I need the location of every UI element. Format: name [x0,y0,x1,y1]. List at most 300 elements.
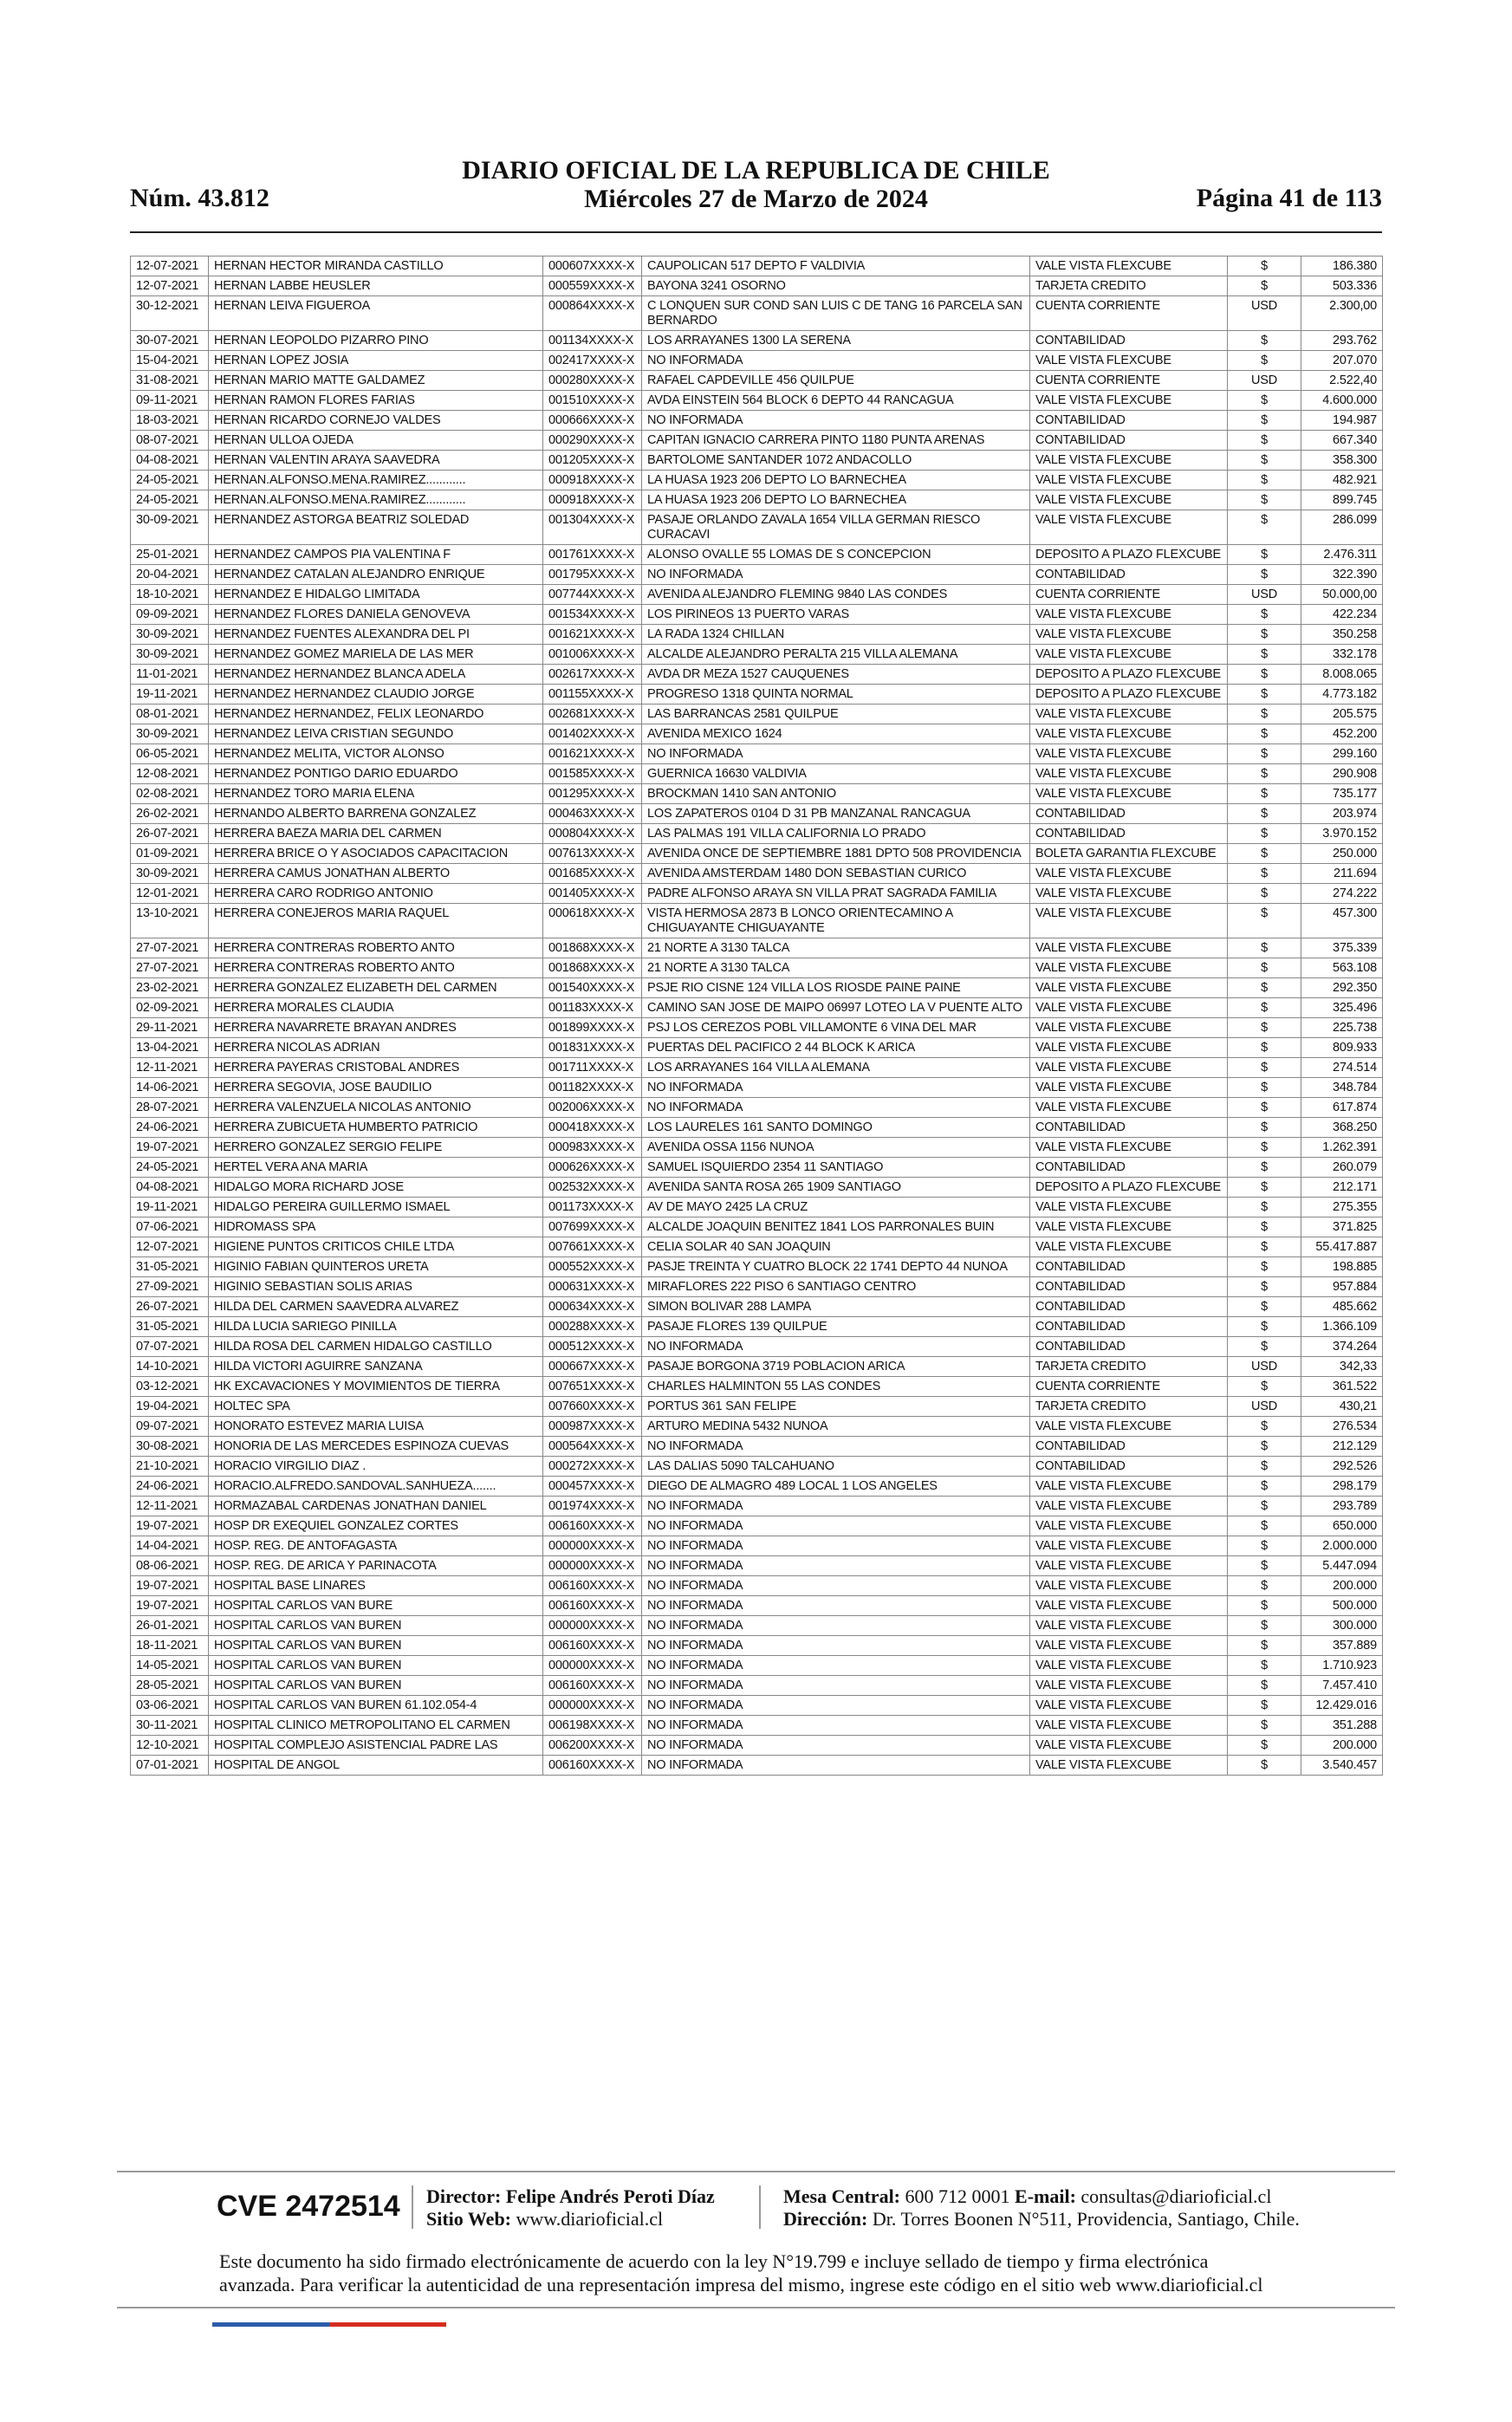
table-row [131,978,1383,998]
id-cell: 000607XXXX-X [543,256,642,276]
name-cell: HERRERA CONEJEROS MARIA RAQUEL [209,904,543,938]
id-cell: 002617XXXX-X [543,665,642,685]
address-cell: RAFAEL CAPDEVILLE 456 QUILPUE [642,371,1030,391]
name-cell: HERRERA CAMUS JONATHAN ALBERTO [209,864,543,884]
currency-cell: $ [1228,1098,1301,1118]
product-cell: VALE VISTA FLEXCUBE [1030,864,1228,884]
product-cell: DEPOSITO A PLAZO FLEXCUBE [1030,545,1228,565]
id-cell: 006160XXXX-X [543,1636,642,1656]
date-cell: 07-06-2021 [131,1217,209,1237]
table-row [131,724,1383,744]
date-cell: 04-08-2021 [131,451,209,471]
table-row [131,904,1383,938]
amount-cell: 375.339 [1301,938,1383,958]
product-cell: VALE VISTA FLEXCUBE [1030,1078,1228,1098]
date-cell: 24-06-2021 [131,1477,209,1497]
currency-cell: $ [1228,1736,1301,1756]
amount-cell: 485.662 [1301,1297,1383,1317]
amount-cell: 12.429.016 [1301,1696,1383,1716]
date-cell: 13-10-2021 [131,904,209,938]
address-cell: AVDA EINSTEIN 564 BLOCK 6 DEPTO 44 RANCAGUA [642,391,1030,411]
address-cell: ALONSO OVALLE 55 LOMAS DE S CONCEPCION [642,545,1030,565]
currency-cell: $ [1228,705,1301,724]
address-cell: NO INFORMADA [642,1636,1030,1656]
product-cell: BOLETA GARANTIA FLEXCUBE [1030,844,1228,864]
product-cell: VALE VISTA FLEXCUBE [1030,1636,1228,1656]
address-cell: LAS PALMAS 191 VILLA CALIFORNIA LO PRADO [642,824,1030,844]
email-label: E-mail: [1015,2185,1076,2207]
currency-cell: $ [1228,824,1301,844]
amount-cell: 2.476.311 [1301,545,1383,565]
product-cell: VALE VISTA FLEXCUBE [1030,978,1228,998]
address-cell: NO INFORMADA [642,744,1030,764]
date-cell: 12-07-2021 [131,1237,209,1257]
address-cell: PSJE RIO CISNE 124 VILLA LOS RIOSDE PAINE PAINE [642,978,1030,998]
address-cell: NO INFORMADA [642,1098,1030,1118]
name-cell: HORACIO VIRGILIO DIAZ . [209,1457,543,1477]
records-table [130,256,1383,1776]
address-cell: PASAJE BORGONA 3719 POBLACION ARICA [642,1357,1030,1377]
currency-cell: $ [1228,978,1301,998]
name-cell: HERNANDEZ GOMEZ MARIELA DE LAS MER [209,645,543,665]
product-cell: CONTABILIDAD [1030,431,1228,451]
amount-cell: 503.336 [1301,276,1383,296]
product-cell: VALE VISTA FLEXCUBE [1030,784,1228,804]
address-cell: AVENIDA ALEJANDRO FLEMING 9840 LAS CONDES [642,585,1030,605]
amount-cell: 299.160 [1301,744,1383,764]
date-cell: 26-01-2021 [131,1616,209,1636]
date-cell: 20-04-2021 [131,565,209,585]
product-cell: VALE VISTA FLEXCUBE [1030,625,1228,645]
id-cell: 006200XXXX-X [543,1736,642,1756]
table-row [131,1536,1383,1556]
table-row [131,1596,1383,1616]
address-cell: PADRE ALFONSO ARAYA SN VILLA PRAT SAGRADA FAMILIA [642,884,1030,904]
name-cell: HERNAN.ALFONSO.MENA.RAMIREZ............ [209,471,543,490]
product-cell: VALE VISTA FLEXCUBE [1030,1716,1228,1736]
amount-cell: 3.970.152 [1301,824,1383,844]
product-cell: VALE VISTA FLEXCUBE [1030,744,1228,764]
name-cell: HERNAN ULLOA OJEDA [209,431,543,451]
table-row [131,804,1383,824]
table-row [131,864,1383,884]
address-cell: NO INFORMADA [642,1736,1030,1756]
address-cell: NO INFORMADA [642,411,1030,431]
currency-cell: $ [1228,645,1301,665]
currency-cell: $ [1228,864,1301,884]
address-cell: CAPITAN IGNACIO CARRERA PINTO 1180 PUNTA ARENAS [642,431,1030,451]
product-cell: CUENTA CORRIENTE [1030,371,1228,391]
name-cell: HERNANDEZ E HIDALGO LIMITADA [209,585,543,605]
product-cell: VALE VISTA FLEXCUBE [1030,1756,1228,1776]
table-row [131,371,1383,391]
date-cell: 24-05-2021 [131,490,209,510]
name-cell: HERNANDEZ PONTIGO DARIO EDUARDO [209,764,543,784]
amount-cell: 211.694 [1301,864,1383,884]
address-cell: LOS ZAPATEROS 0104 D 31 PB MANZANAL RANCAGUA [642,804,1030,824]
date-cell: 06-05-2021 [131,744,209,764]
name-cell: HOSPITAL COMPLEJO ASISTENCIAL PADRE LAS [209,1736,543,1756]
product-cell: VALE VISTA FLEXCUBE [1030,1038,1228,1058]
email-link[interactable]: consultas@diarioficial.cl [1080,2185,1272,2207]
address-cell: AVENIDA AMSTERDAM 1480 DON SEBASTIAN CURICO [642,864,1030,884]
table-row [131,645,1383,665]
id-cell: 006160XXXX-X [543,1756,642,1776]
table-row [131,1257,1383,1277]
date-cell: 12-11-2021 [131,1058,209,1078]
name-cell: HOSP. REG. DE ANTOFAGASTA [209,1536,543,1556]
name-cell: HERNANDEZ CAMPOS PIA VALENTINA F [209,545,543,565]
name-cell: HOSPITAL DE ANGOL [209,1756,543,1776]
name-cell: HERRERA NICOLAS ADRIAN [209,1038,543,1058]
id-cell: 007613XXXX-X [543,844,642,864]
table-row [131,1317,1383,1337]
name-cell: HOSPITAL CARLOS VAN BUREN [209,1616,543,1636]
date-cell: 24-05-2021 [131,1158,209,1178]
amount-cell: 374.264 [1301,1337,1383,1357]
currency-cell: $ [1228,1576,1301,1596]
date-cell: 27-07-2021 [131,938,209,958]
address-cell: PUERTAS DEL PACIFICO 2 44 BLOCK K ARICA [642,1038,1030,1058]
product-cell: VALE VISTA FLEXCUBE [1030,705,1228,724]
address-cell: AV DE MAYO 2425 LA CRUZ [642,1198,1030,1217]
address-cell: AVENIDA MEXICO 1624 [642,724,1030,744]
id-cell: 000804XXXX-X [543,824,642,844]
date-cell: 11-01-2021 [131,665,209,685]
address-cell: AVDA DR MEZA 1527 CAUQUENES [642,665,1030,685]
name-cell: HERRERA CONTRERAS ROBERTO ANTO [209,958,543,978]
table-row [131,565,1383,585]
amount-cell: 1.366.109 [1301,1317,1383,1337]
product-cell: VALE VISTA FLEXCUBE [1030,1477,1228,1497]
amount-cell: 325.496 [1301,998,1383,1018]
name-cell: HILDA LUCIA SARIEGO PINILLA [209,1317,543,1337]
amount-cell: 1.710.923 [1301,1656,1383,1676]
amount-cell: 332.178 [1301,645,1383,665]
name-cell: HERRERA CARO RODRIGO ANTONIO [209,884,543,904]
id-cell: 001304XXXX-X [543,510,642,545]
name-cell: HERRERA GONZALEZ ELIZABETH DEL CARMEN [209,978,543,998]
date-cell: 30-12-2021 [131,296,209,331]
amount-cell: 430,21 [1301,1397,1383,1417]
address-cell: C LONQUEN SUR COND SAN LUIS C DE TANG 16 PARCELA SAN BERNARDO [642,296,1030,331]
product-cell: VALE VISTA FLEXCUBE [1030,256,1228,276]
table-row [131,471,1383,490]
id-cell: 000987XXXX-X [543,1417,642,1437]
product-cell: DEPOSITO A PLAZO FLEXCUBE [1030,665,1228,685]
name-cell: HOSPITAL CARLOS VAN BURE [209,1596,543,1616]
name-cell: HERNANDEZ FUENTES ALEXANDRA DEL PI [209,625,543,645]
table-row [131,1138,1383,1158]
id-cell: 001182XXXX-X [543,1078,642,1098]
name-cell: HERRERA BAEZA MARIA DEL CARMEN [209,824,543,844]
currency-cell: USD [1228,1397,1301,1417]
address-cell: LOS LAURELES 161 SANTO DOMINGO [642,1118,1030,1138]
site-link[interactable]: www.diarioficial.cl [516,2208,664,2230]
name-cell: HIDALGO PEREIRA GUILLERMO ISMAEL [209,1198,543,1217]
table-row [131,605,1383,625]
table-row [131,1178,1383,1198]
address-cell: GUERNICA 16630 VALDIVIA [642,764,1030,784]
amount-cell: 899.745 [1301,490,1383,510]
product-cell: VALE VISTA FLEXCUBE [1030,1576,1228,1596]
address-cell: LOS ARRAYANES 1300 LA SERENA [642,331,1030,351]
amount-cell: 482.921 [1301,471,1383,490]
address-cell: PROGRESO 1318 QUINTA NORMAL [642,685,1030,705]
address-cell: 21 NORTE A 3130 TALCA [642,958,1030,978]
name-cell: HERNAN.ALFONSO.MENA.RAMIREZ............ [209,490,543,510]
product-cell: CONTABILIDAD [1030,1437,1228,1457]
name-cell: HOSPITAL CARLOS VAN BUREN [209,1676,543,1696]
address-cell: NO INFORMADA [642,1696,1030,1716]
date-cell: 29-11-2021 [131,1018,209,1038]
currency-cell: $ [1228,625,1301,645]
amount-cell: 205.575 [1301,705,1383,724]
date-cell: 14-06-2021 [131,1078,209,1098]
name-cell: HIGINIO FABIAN QUINTEROS URETA [209,1257,543,1277]
amount-cell: 2.300,00 [1301,296,1383,331]
product-cell: TARJETA CREDITO [1030,276,1228,296]
name-cell: HERNANDO ALBERTO BARRENA GONZALEZ [209,804,543,824]
product-cell: VALE VISTA FLEXCUBE [1030,724,1228,744]
date-cell: 30-09-2021 [131,864,209,884]
table-row [131,545,1383,565]
table-row [131,1716,1383,1736]
director-block [426,2185,715,2230]
table-row [131,1377,1383,1397]
date-cell: 30-08-2021 [131,1437,209,1457]
amount-cell: 371.825 [1301,1217,1383,1237]
id-cell: 006198XXXX-X [543,1716,642,1736]
id-cell: 000457XXXX-X [543,1477,642,1497]
id-cell: 001868XXXX-X [543,958,642,978]
currency-cell: $ [1228,1257,1301,1277]
id-cell: 001173XXXX-X [543,1198,642,1217]
amount-cell: 276.534 [1301,1417,1383,1437]
amount-cell: 617.874 [1301,1098,1383,1118]
product-cell: CONTABILIDAD [1030,824,1228,844]
address-cell: NO INFORMADA [642,1337,1030,1357]
currency-cell: $ [1228,545,1301,565]
product-cell: VALE VISTA FLEXCUBE [1030,904,1228,938]
amount-cell: 667.340 [1301,431,1383,451]
id-cell: 007699XXXX-X [543,1217,642,1237]
currency-cell: $ [1228,1417,1301,1437]
table-row [131,1696,1383,1716]
id-cell: 000666XXXX-X [543,411,642,431]
id-cell: 006160XXXX-X [543,1596,642,1616]
amount-cell: 212.129 [1301,1437,1383,1457]
id-cell: 002417XXXX-X [543,351,642,371]
amount-cell: 186.380 [1301,256,1383,276]
address-cell: 21 NORTE A 3130 TALCA [642,938,1030,958]
currency-cell: $ [1228,665,1301,685]
name-cell: HERNANDEZ FLORES DANIELA GENOVEVA [209,605,543,625]
address-cell: CAMINO SAN JOSE DE MAIPO 06997 LOTEO LA V PUENTE ALTO [642,998,1030,1018]
director-label: Director: [426,2185,502,2207]
name-cell: HERNANDEZ HERNANDEZ, FELIX LEONARDO [209,705,543,724]
product-cell: CONTABILIDAD [1030,1158,1228,1178]
currency-cell: $ [1228,1198,1301,1217]
currency-cell: $ [1228,1616,1301,1636]
address-cell: LAS BARRANCAS 2581 QUILPUE [642,705,1030,724]
address-cell: LA RADA 1324 CHILLAN [642,625,1030,645]
currency-cell: $ [1228,1217,1301,1237]
product-cell: VALE VISTA FLEXCUBE [1030,1516,1228,1536]
amount-cell: 225.738 [1301,1018,1383,1038]
name-cell: HIGIENE PUNTOS CRITICOS CHILE LTDA [209,1237,543,1257]
date-cell: 28-07-2021 [131,1098,209,1118]
currency-cell: $ [1228,411,1301,431]
table-row [131,1636,1383,1656]
currency-cell: $ [1228,1078,1301,1098]
address-cell: BARTOLOME SANTANDER 1072 ANDACOLLO [642,451,1030,471]
address-cell: NO INFORMADA [642,1616,1030,1636]
currency-cell: $ [1228,1516,1301,1536]
product-cell: VALE VISTA FLEXCUBE [1030,958,1228,978]
date-cell: 25-01-2021 [131,545,209,565]
date-cell: 30-09-2021 [131,645,209,665]
date-cell: 30-09-2021 [131,510,209,545]
amount-cell: 322.390 [1301,565,1383,585]
currency-cell: USD [1228,296,1301,331]
amount-cell: 358.300 [1301,451,1383,471]
legal-line-2: avanzada. Para verificar la autenticidad de una representación impresa del mismo, ingrese este código en el sitio web www.diarioficial.cl [219,2274,1263,2295]
address-cell: NO INFORMADA [642,1516,1030,1536]
amount-cell: 274.514 [1301,1058,1383,1078]
table-row [131,744,1383,764]
name-cell: HERNANDEZ LEIVA CRISTIAN SEGUNDO [209,724,543,744]
currency-cell: $ [1228,510,1301,545]
address-label: Dirección: [783,2208,868,2230]
address-cell: CELIA SOLAR 40 SAN JOAQUIN [642,1237,1030,1257]
address-cell: NO INFORMADA [642,1656,1030,1676]
date-cell: 28-05-2021 [131,1676,209,1696]
name-cell: HERRERA BRICE O Y ASOCIADOS CAPACITACION [209,844,543,864]
currency-cell: $ [1228,1337,1301,1357]
currency-cell: $ [1228,884,1301,904]
currency-cell: $ [1228,276,1301,296]
address-cell: LOS PIRINEOS 13 PUERTO VARAS [642,605,1030,625]
currency-cell: USD [1228,1357,1301,1377]
name-cell: HERRERA MORALES CLAUDIA [209,998,543,1018]
id-cell: 001510XXXX-X [543,391,642,411]
currency-cell: $ [1228,1716,1301,1736]
address-cell: LA HUASA 1923 206 DEPTO LO BARNECHEA [642,490,1030,510]
amount-cell: 342,33 [1301,1357,1383,1377]
amount-cell: 4.600.000 [1301,391,1383,411]
table-row [131,685,1383,705]
id-cell: 001621XXXX-X [543,625,642,645]
date-cell: 12-11-2021 [131,1497,209,1516]
name-cell: HERNANDEZ HERNANDEZ CLAUDIO JORGE [209,685,543,705]
name-cell: HERNANDEZ MELITA, VICTOR ALONSO [209,744,543,764]
currency-cell: $ [1228,1437,1301,1457]
name-cell: HIDALGO MORA RICHARD JOSE [209,1178,543,1198]
product-cell: VALE VISTA FLEXCUBE [1030,1098,1228,1118]
name-cell: HONORATO ESTEVEZ MARIA LUISA [209,1417,543,1437]
name-cell: HERNANDEZ ASTORGA BEATRIZ SOLEDAD [209,510,543,545]
table-row [131,824,1383,844]
id-cell: 000288XXXX-X [543,1317,642,1337]
id-cell: 001405XXXX-X [543,884,642,904]
name-cell: HIDROMASS SPA [209,1217,543,1237]
id-cell: 001831XXXX-X [543,1038,642,1058]
product-cell: CONTABILIDAD [1030,565,1228,585]
amount-cell: 260.079 [1301,1158,1383,1178]
id-cell: 000552XXXX-X [543,1257,642,1277]
product-cell: VALE VISTA FLEXCUBE [1030,1736,1228,1756]
table-row [131,451,1383,471]
table-row [131,1616,1383,1636]
name-cell: HORMAZABAL CARDENAS JONATHAN DANIEL [209,1497,543,1516]
issue-number: Núm. 43.812 [130,184,269,212]
amount-cell: 290.908 [1301,764,1383,784]
product-cell: VALE VISTA FLEXCUBE [1030,645,1228,665]
product-cell: VALE VISTA FLEXCUBE [1030,884,1228,904]
amount-cell: 250.000 [1301,844,1383,864]
product-cell: DEPOSITO A PLAZO FLEXCUBE [1030,685,1228,705]
product-cell: VALE VISTA FLEXCUBE [1030,1536,1228,1556]
currency-cell: $ [1228,1656,1301,1676]
table-row [131,1357,1383,1377]
currency-cell: $ [1228,1118,1301,1138]
id-cell: 001155XXXX-X [543,685,642,705]
table-row [131,1237,1383,1257]
id-cell: 001183XXXX-X [543,998,642,1018]
header-divider [130,231,1382,233]
amount-cell: 500.000 [1301,1596,1383,1616]
id-cell: 000418XXXX-X [543,1118,642,1138]
date-cell: 15-04-2021 [131,351,209,371]
currency-cell: $ [1228,490,1301,510]
table-row [131,391,1383,411]
address-cell: AVENIDA OSSA 1156 NUNOA [642,1138,1030,1158]
product-cell: TARJETA CREDITO [1030,1397,1228,1417]
product-cell: CONTABILIDAD [1030,1277,1228,1297]
currency-cell: $ [1228,1457,1301,1477]
newspaper-masthead [130,156,1382,213]
amount-cell: 292.526 [1301,1457,1383,1477]
id-cell: 001540XXXX-X [543,978,642,998]
product-cell: CONTABILIDAD [1030,331,1228,351]
date-cell: 24-05-2021 [131,471,209,490]
id-cell: 000272XXXX-X [543,1457,642,1477]
date-cell: 12-07-2021 [131,256,209,276]
amount-cell: 300.000 [1301,1616,1383,1636]
amount-cell: 3.540.457 [1301,1756,1383,1776]
amount-cell: 368.250 [1301,1118,1383,1138]
footer-separator [412,2185,413,2229]
date-cell: 31-05-2021 [131,1257,209,1277]
page-header [130,156,1382,225]
name-cell: HERNANDEZ CATALAN ALEJANDRO ENRIQUE [209,565,543,585]
site-label: Sitio Web: [426,2208,512,2230]
amount-cell: 351.288 [1301,1716,1383,1736]
table-row [131,1437,1383,1457]
table-row [131,884,1383,904]
date-cell: 21-10-2021 [131,1457,209,1477]
legal-notice [219,2250,1382,2296]
product-cell: VALE VISTA FLEXCUBE [1030,1417,1228,1437]
name-cell: HOSPITAL CARLOS VAN BUREN [209,1636,543,1656]
address-cell: PASJE TREINTA Y CUATRO BLOCK 22 1741 DEPTO 44 NUNOA [642,1257,1030,1277]
date-cell: 08-07-2021 [131,431,209,451]
amount-cell: 207.070 [1301,351,1383,371]
product-cell: CONTABILIDAD [1030,1118,1228,1138]
product-cell: CONTABILIDAD [1030,1337,1228,1357]
currency-cell: $ [1228,1696,1301,1716]
